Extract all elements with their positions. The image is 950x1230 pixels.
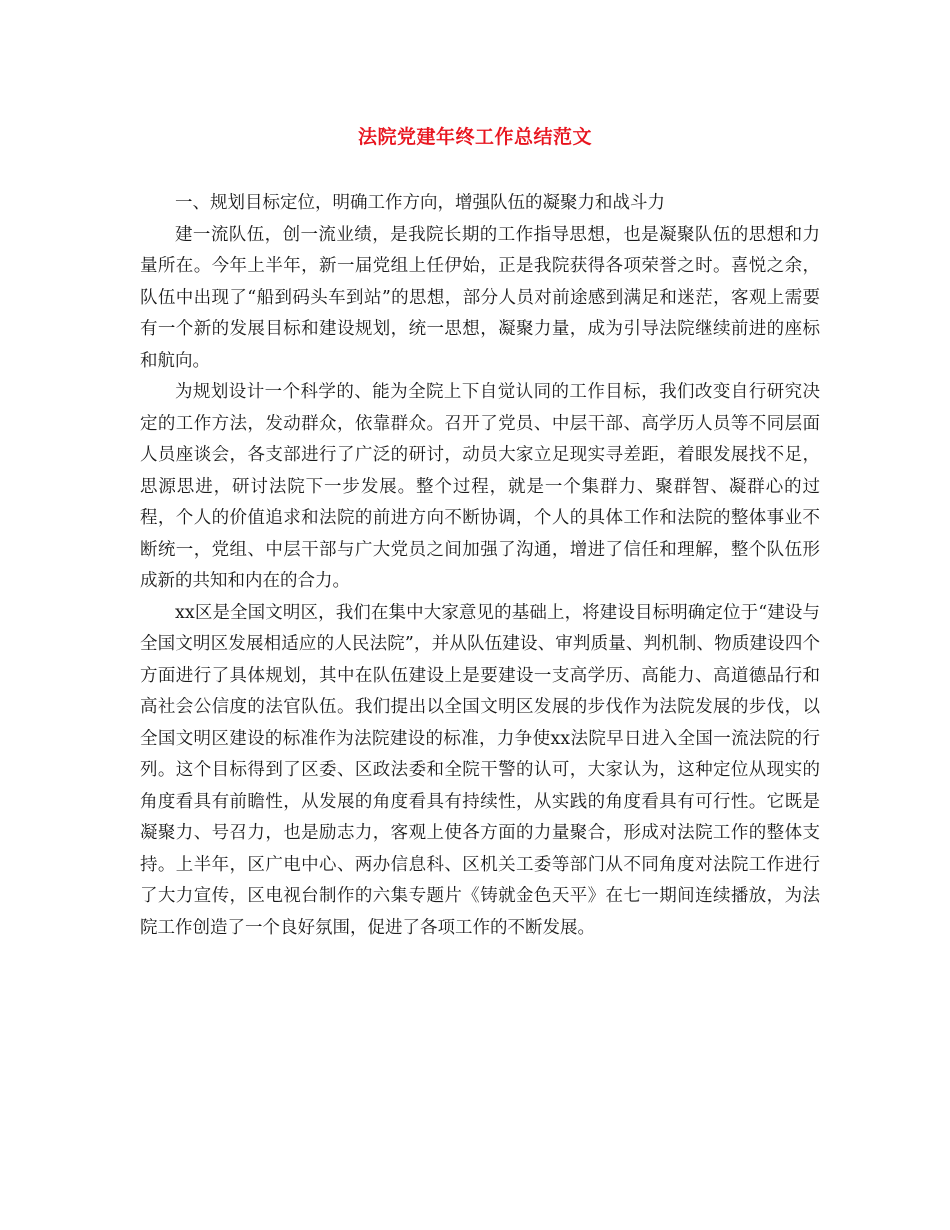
document-body <box>140 188 820 944</box>
paragraph-1: 建一流队伍，创一流业绩，是我院长期的工作指导思想，也是凝聚队伍的思想和力量所在。今年上半年，新一届党组上任伊始，正是我院获得各项荣誉之时。喜悦之余，队伍中出现了“船到码头车到站”的思想，部分人员对前途感到满足和迷茫，客观上需要有一个新的发展目标和建设规划，统一思想，凝聚力量，成为引导法院继续前进的座标和航向。 <box>140 224 820 371</box>
paragraph-2: 为规划设计一个科学的、能为全院上下自觉认同的工作目标，我们改变自行研究决定的工作方法，发动群众，依靠群众。召开了党员、中层干部、高学历人员等不同层面人员座谈会，各支部进行了广泛的研讨，动员大家立足现实寻差距，着眼发展找不足，思源思进，研讨法院下一步发展。整个过程，就是一个集群力、聚群智、凝群心的过程，个人的价值追求和法院的前进方向不断协调，个人的具体工作和法院的整体事业不断统一，党组、中层干部与广大党员之间加强了沟通，增进了信任和理解，整个队伍形成新的共知和内在的合力。 <box>140 382 820 591</box>
paragraph-3: xx区是全国文明区，我们在集中大家意见的基础上，将建设目标明确定位于“建设与全国文明区发展相适应的人民法院”，并从队伍建设、审判质量、判机制、物质建设四个方面进行了具体规划，其中在队伍建设上是要建设一支高学历、高能力、高道德品行和高社会公信度的法官队伍。我们提出以全国文明区发展的步伐作为法院发展的步伐，以全国文明区建设的标准作为法院建设的标准，力争使xx法院早日进入全国一流法院的行列。这个目标得到了区委、区政法委和全院干警的认可，大家认为，这种定位从现实的角度看具有前瞻性，从发展的角度看具有持续性，从实践的角度看具有可行性。它既是凝聚力、号召力，也是励志力，客观上使各方面的力量聚合，形成对法院工作的整体支持。上半年，区广电中心、两办信息科、区机关工委等部门从不同角度对法院工作进行了大力宣传，区电视台制作的六集专题片《铸就金色天平》在七一期间连续播放，为法院工作创造了一个良好氛围，促进了各项工作的不断发展。 <box>140 602 820 938</box>
section-heading: 一、规划目标定位，明确工作方向，增强队伍的凝聚力和战斗力 <box>175 193 665 213</box>
document-title: 法院党建年终工作总结范文 <box>357 126 592 148</box>
